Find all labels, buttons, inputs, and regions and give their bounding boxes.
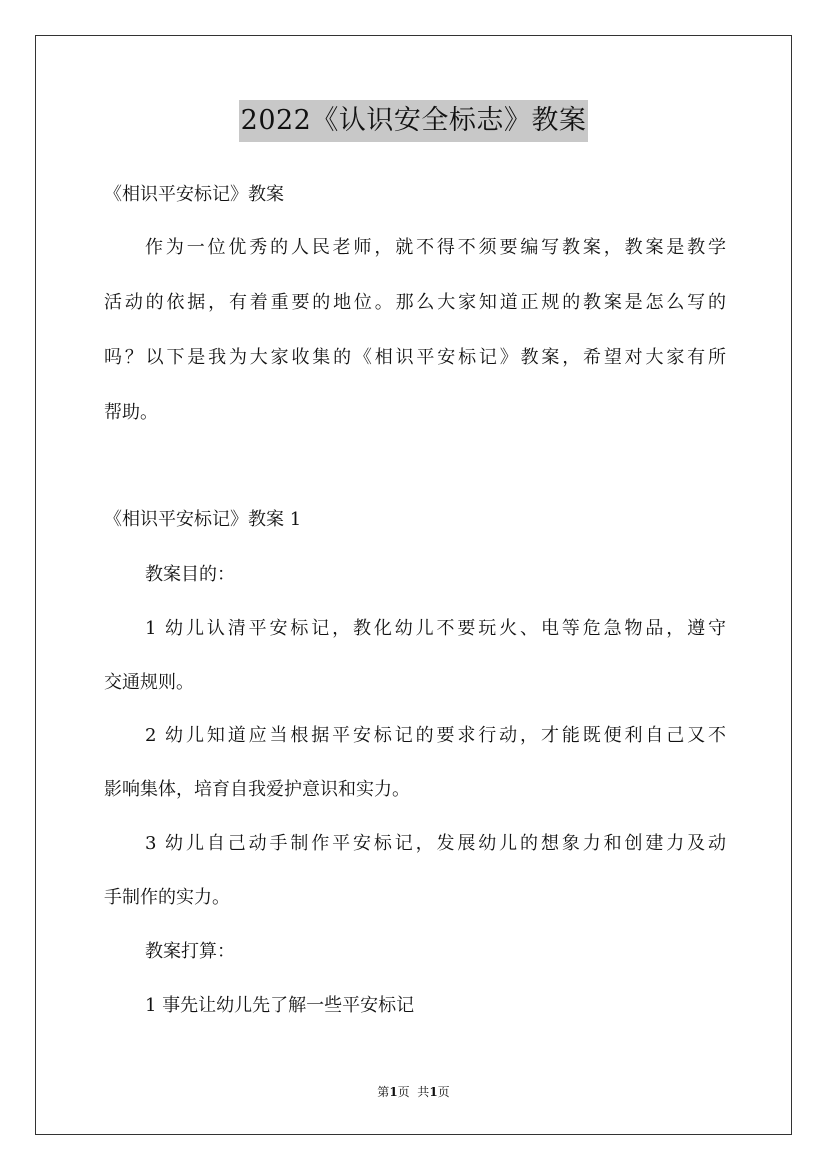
- intro-line-2: 活动的依据，有着重要的地位。那么大家知道正规的教案是怎么写的: [104, 292, 726, 313]
- intro-line-1: 作为一位优秀的人民老师，就不得不须要编写教案，教案是教学: [145, 237, 726, 258]
- page-footer: [0, 1084, 827, 1100]
- prep-label: 教案打算：: [145, 941, 235, 962]
- document-title: 2022《认识安全标志》教案: [239, 100, 589, 142]
- intro-line-4: 帮助。: [104, 402, 158, 423]
- goal-1-line-2: 交通规则。: [104, 672, 194, 693]
- footer-total-pages: 1: [429, 1085, 438, 1099]
- goal-1-line-1: 1 幼儿认清平安标记，教化幼儿不要玩火、电等危急物品，遵守: [145, 618, 726, 639]
- prep-item-1: 1 事先让幼儿先了解一些平安标记: [145, 995, 415, 1016]
- goals-label: 教案目的：: [145, 564, 235, 585]
- footer-prefix: 第: [377, 1085, 390, 1099]
- footer-suffix: 页: [437, 1085, 450, 1099]
- title-container: [0, 100, 827, 142]
- footer-current-page: 1: [389, 1085, 398, 1099]
- goal-2-line-2: 影响集体，培育自我爱护意识和实力。: [104, 779, 410, 800]
- goal-3-line-2: 手制作的实力。: [104, 887, 230, 908]
- section-heading: 《相识平安标记》教案 1: [104, 509, 302, 530]
- intro-line-3: 吗？以下是我为大家收集的《相识平安标记》教案，希望对大家有所: [104, 347, 726, 368]
- subtitle: 《相识平安标记》教案: [104, 184, 284, 205]
- footer-mid: 页 共: [397, 1085, 430, 1099]
- goal-2-line-1: 2 幼儿知道应当根据平安标记的要求行动，才能既便利自己又不: [145, 725, 726, 746]
- goal-3-line-1: 3 幼儿自己动手制作平安标记，发展幼儿的想象力和创建力及动: [145, 833, 726, 854]
